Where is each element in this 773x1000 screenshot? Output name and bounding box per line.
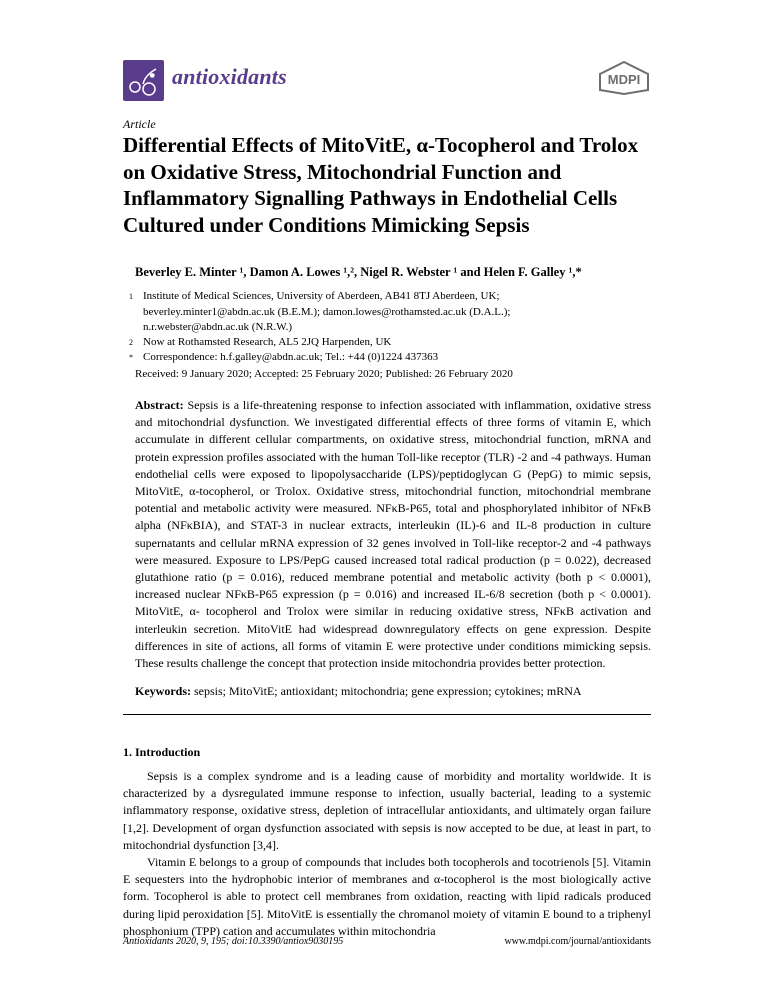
keywords-label: Keywords:: [135, 684, 191, 698]
publication-dates: Received: 9 January 2020; Accepted: 25 February 2020; Published: 26 February 2020: [135, 368, 513, 380]
article-title: Differential Effects of MitoVitE, α-Tocopherol and Trolox on Oxidative Stress, Mitochondrial Function and Inflammatory Signalling Pathways in Endothelial Cells Cultured under Conditions Mimicking Sepsis: [123, 133, 639, 237]
mdpi-logo-text: MDPI: [607, 72, 641, 87]
affiliation-mark: 1: [129, 292, 133, 301]
paragraph: Sepsis is a complex syndrome and is a leading cause of morbidity and mortality worldwide. It is characterized by a dysregulated immune response to infection, usually bacterial, leading to a systemic inflammatory response, oxidative stress, depletion of intracellular antioxidants, and ultimately organ failure [1,2]. Development of organ dysfunction associated with sepsis is now accepted to be due, at least in part, to mitochondrial dysfunction [3,4].: [123, 769, 651, 852]
affiliation-line: Now at Rothamsted Research, AL5 2JQ Harpenden, UK: [143, 336, 392, 348]
abstract-label: Abstract:: [135, 398, 184, 412]
article-type: Article: [123, 117, 156, 131]
affiliation-line: beverley.minter1@abdn.ac.uk (B.E.M.); damon.lowes@rothamsted.ac.uk (D.A.L.);: [143, 305, 511, 318]
keywords-text: sepsis; MitoVitE; antioxidant; mitochondria; gene expression; cytokines; mRNA: [194, 684, 582, 698]
affiliation-line: Correspondence: h.f.galley@abdn.ac.uk; Tel.: +44 (0)1224 437363: [143, 351, 439, 363]
abstract-text: Sepsis is a life-threatening response to infection associated with inflammation, oxidative stress and mitochondrial dysfunction. We investigated differential effects of three forms of vitamin E, which accumulate in different cellular compartments, on oxidative stress, mitochondrial function, mRNA and protein expression profiles associated with the human Toll-like receptor (TLR) -2 and -4 pathways. Human endothelial cells were exposed to lipopolysaccharide (LPS)/peptidoglycan G (PepG) to mimic sepsis, MitoVitE, α-tocopherol, or Trolox. Oxidative stress, mitochondrial function, mitochondrial membrane potential and metabolic activity were measured. NFκB-P65, total and phosphorylated inhibitor of NFκB alpha (NFκBIA), and STAT-3 in nuclear extracts, interleukin (IL)-6 and IL-8 production in culture supernatants and cellular mRNA expression of 32 genes involved in Toll-like receptor-2 and -4 pathways were measured. Exposure to LPS/PepG caused increased total radical production (p = 0.022), decreased glutathione ratio (p = 0.016), reduced membrane potential and metabolic activity (both p < 0.0001), increased nuclear NFκB-P65 expression (p = 0.016) and increased IL-6/8 secretion (both p < 0.0001). MitoVitE, α- tocopherol and Trolox were similar in reducing oxidative stress, NFκB activation and interleukin secretion. MitoVitE had widespread downregulatory effects on gene expression. Despite differences in site of actions, all forms of vitamin E were protective under conditions mimicking sepsis. These results challenge the concept that protection inside mitochondria provides better protection.: [135, 398, 652, 671]
abstract: [135, 397, 651, 672]
affiliation-line: Institute of Medical Sciences, University of Aberdeen, AB41 8TJ Aberdeen, UK;: [143, 290, 500, 302]
footer-url[interactable]: www.mdpi.com/journal/antioxidants: [504, 936, 651, 947]
journal-name: antioxidants: [172, 64, 287, 89]
divider: [123, 714, 651, 715]
paragraph: Vitamin E belongs to a group of compounds that includes both tocopherols and tocotrienols [5]. Vitamin E sequesters into the hydrophobic interior of membranes and α-tocopherol is the most biologically active form. Tocopherol is able to protect cell membranes from oxidation, reacting with lipid radicals produced during lipid peroxidation [5]. MitoVitE is essentially the chromanol moiety of vitamin E bound to a triphenyl phosphonium (TPP) cation and accumulates within mitochondria: [123, 855, 651, 938]
affiliation-mark: *: [129, 353, 133, 362]
affiliation-mark: 2: [129, 338, 133, 347]
affiliation-line: n.r.webster@abdn.ac.uk (N.R.W.): [143, 321, 293, 333]
author-list: Beverley E. Minter ¹, Damon A. Lowes ¹,², Nigel R. Webster ¹ and Helen F. Galley ¹,*: [135, 265, 582, 279]
keywords: [135, 684, 582, 699]
journal-logo-icon: [123, 60, 164, 101]
mdpi-logo-icon: [596, 60, 652, 96]
section-heading: 1. Introduction: [123, 745, 201, 759]
footer-citation: Antioxidants 2020, 9, 195; doi:10.3390/antiox9030195: [123, 936, 344, 947]
